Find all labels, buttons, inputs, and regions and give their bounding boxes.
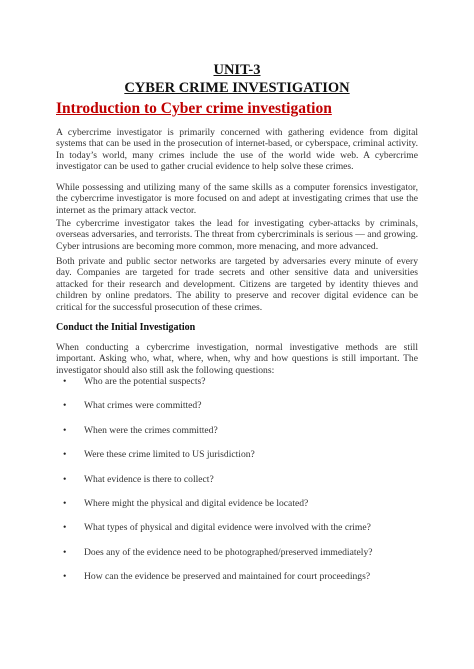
list-item-text: Where might the physical and digital evidence be located? <box>84 497 309 509</box>
bullet-icon: • <box>63 376 67 387</box>
list-item-text: Were these crime limited to US jurisdiction? <box>84 449 255 461</box>
subsection-heading: Conduct the Initial Investigation <box>56 322 196 333</box>
paragraph-targets: Both private and public sector networks are targeted by adversaries every minute of every day. Companies are targeted for trade secrets and other sensitive data and universities attacked for their research and development. Citizens are targeted by identity thieves and children by online predators. The ability to preserve and recover digital evidence can be critical for the successful prosecution of these crimes. <box>56 256 418 313</box>
list-item-text: When were the crimes committed? <box>84 424 218 436</box>
paragraph-intro: A cybercrime investigator is primarily concerned with gathering evidence from digital systems that can be used in the prosecution of internet-based, or cyberspace, criminal activity. In today’s world, many crimes include the use of the world wide web. A cybercrime investigator can be used to gather crucial evidence to help solve these crimes. <box>56 127 418 173</box>
list-item-text: What evidence is there to collect? <box>84 473 214 485</box>
section-heading: Introduction to Cyber crime investigation <box>56 100 332 117</box>
list-item <box>56 425 426 449</box>
bullet-icon: • <box>63 546 67 558</box>
list-item <box>56 522 426 546</box>
list-item <box>56 474 426 498</box>
bullet-icon: • <box>63 424 67 436</box>
bullet-icon: • <box>63 497 67 509</box>
list-item-text: Does any of the evidence need to be photographed/preserved immediately? <box>84 546 373 558</box>
list-item-text: What crimes were committed? <box>84 400 202 412</box>
questions-list <box>56 376 426 596</box>
bullet-icon: • <box>63 522 67 534</box>
page-title: CYBER CRIME INVESTIGATION <box>124 80 350 96</box>
list-item <box>56 571 426 595</box>
bullet-icon: • <box>63 473 67 485</box>
bullet-icon: • <box>63 571 67 583</box>
list-item-text: Who are the potential suspects? <box>84 376 206 387</box>
list-item <box>56 400 426 424</box>
list-item <box>56 449 426 473</box>
unit-heading: UNIT-3 <box>213 62 261 78</box>
list-item-text: How can the evidence be preserved and maintained for court proceedings? <box>84 571 371 583</box>
list-item <box>56 498 426 522</box>
list-item <box>56 376 426 400</box>
bullet-icon: • <box>63 449 67 461</box>
list-item-text: What types of physical and digital evidence were involved with the crime? <box>84 522 371 534</box>
paragraph-threats: The cybercrime investigator takes the lead for investigating cyber-attacks by criminals, overseas adversaries, and terrorists. The threat from cybercriminals is serious — and growing. Cyber intrusions are becoming more common, more menacing, and more advanced. <box>56 218 418 252</box>
paragraph-investigation-intro: When conducting a cybercrime investigation, normal investigative methods are still important. Asking who, what, where, when, why and how questions is still important. The investigator should also still ask the following questions: <box>56 342 418 376</box>
list-item <box>56 547 426 571</box>
bullet-icon: • <box>63 400 67 412</box>
paragraph-skills: While possessing and utilizing many of the same skills as a computer forensics investigator, the cybercrime investigator is more focused on and adept at investigating crimes that use the internet as the primary attack vector. <box>56 182 418 216</box>
